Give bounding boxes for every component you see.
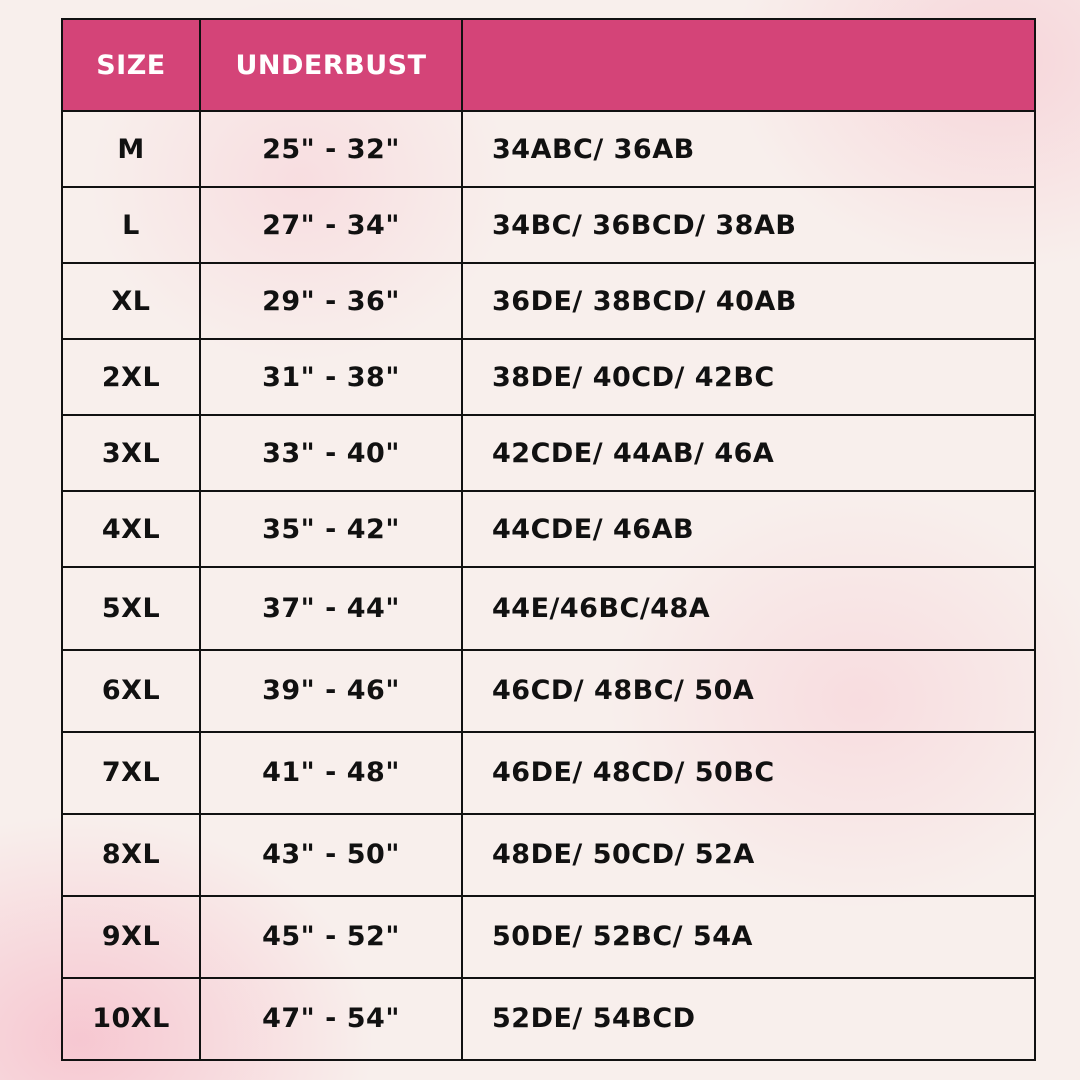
header-row: [62, 19, 1035, 111]
table-row: [62, 650, 1035, 732]
size-cell: 4XL: [62, 491, 200, 567]
underbust-cell: 41" - 48": [200, 732, 462, 814]
underbust-cell: 33" - 40": [200, 415, 462, 491]
underbust-cell: 39" - 46": [200, 650, 462, 732]
table-row: [62, 978, 1035, 1060]
size-cell: 3XL: [62, 415, 200, 491]
table-row: [62, 187, 1035, 263]
bra-size-cell: 52DE/ 54BCD: [462, 978, 1035, 1060]
bra-size-cell: 36DE/ 38BCD/ 40AB: [462, 263, 1035, 339]
underbust-cell: 45" - 52": [200, 896, 462, 978]
size-cell: L: [62, 187, 200, 263]
table-row: [62, 415, 1035, 491]
size-cell: 5XL: [62, 567, 200, 649]
underbust-cell: 27" - 34": [200, 187, 462, 263]
underbust-cell: 29" - 36": [200, 263, 462, 339]
underbust-cell: 31" - 38": [200, 339, 462, 415]
bra-size-cell: 42CDE/ 44AB/ 46A: [462, 415, 1035, 491]
size-cell: 10XL: [62, 978, 200, 1060]
table-header: [62, 19, 1035, 111]
bra-size-cell: 46DE/ 48CD/ 50BC: [462, 732, 1035, 814]
header-size: SIZE: [62, 19, 200, 111]
underbust-cell: 43" - 50": [200, 814, 462, 896]
bra-size-cell: 34BC/ 36BCD/ 38AB: [462, 187, 1035, 263]
underbust-cell: 37" - 44": [200, 567, 462, 649]
header-underbust: UNDERBUST: [200, 19, 462, 111]
bra-size-cell: 48DE/ 50CD/ 52A: [462, 814, 1035, 896]
size-cell: 9XL: [62, 896, 200, 978]
bra-size-cell: 34ABC/ 36AB: [462, 111, 1035, 187]
size-cell: M: [62, 111, 200, 187]
underbust-cell: 25" - 32": [200, 111, 462, 187]
bra-size-cell: 46CD/ 48BC/ 50A: [462, 650, 1035, 732]
underbust-cell: 35" - 42": [200, 491, 462, 567]
bra-size-cell: 38DE/ 40CD/ 42BC: [462, 339, 1035, 415]
size-cell: 8XL: [62, 814, 200, 896]
bra-size-cell: 50DE/ 52BC/ 54A: [462, 896, 1035, 978]
header-bra-size: [462, 19, 1035, 111]
bra-size-cell: 44E/46BC/48A: [462, 567, 1035, 649]
table-row: [62, 732, 1035, 814]
table-row: [62, 339, 1035, 415]
table-row: [62, 263, 1035, 339]
table-row: [62, 896, 1035, 978]
size-cell: XL: [62, 263, 200, 339]
size-cell: 7XL: [62, 732, 200, 814]
table-row: [62, 111, 1035, 187]
bra-size-cell: 44CDE/ 46AB: [462, 491, 1035, 567]
size-cell: 6XL: [62, 650, 200, 732]
table-row: [62, 567, 1035, 649]
size-chart-table: [61, 18, 1036, 1061]
underbust-cell: 47" - 54": [200, 978, 462, 1060]
table-row: [62, 814, 1035, 896]
table-body: [62, 111, 1035, 1060]
size-cell: 2XL: [62, 339, 200, 415]
table-row: [62, 491, 1035, 567]
